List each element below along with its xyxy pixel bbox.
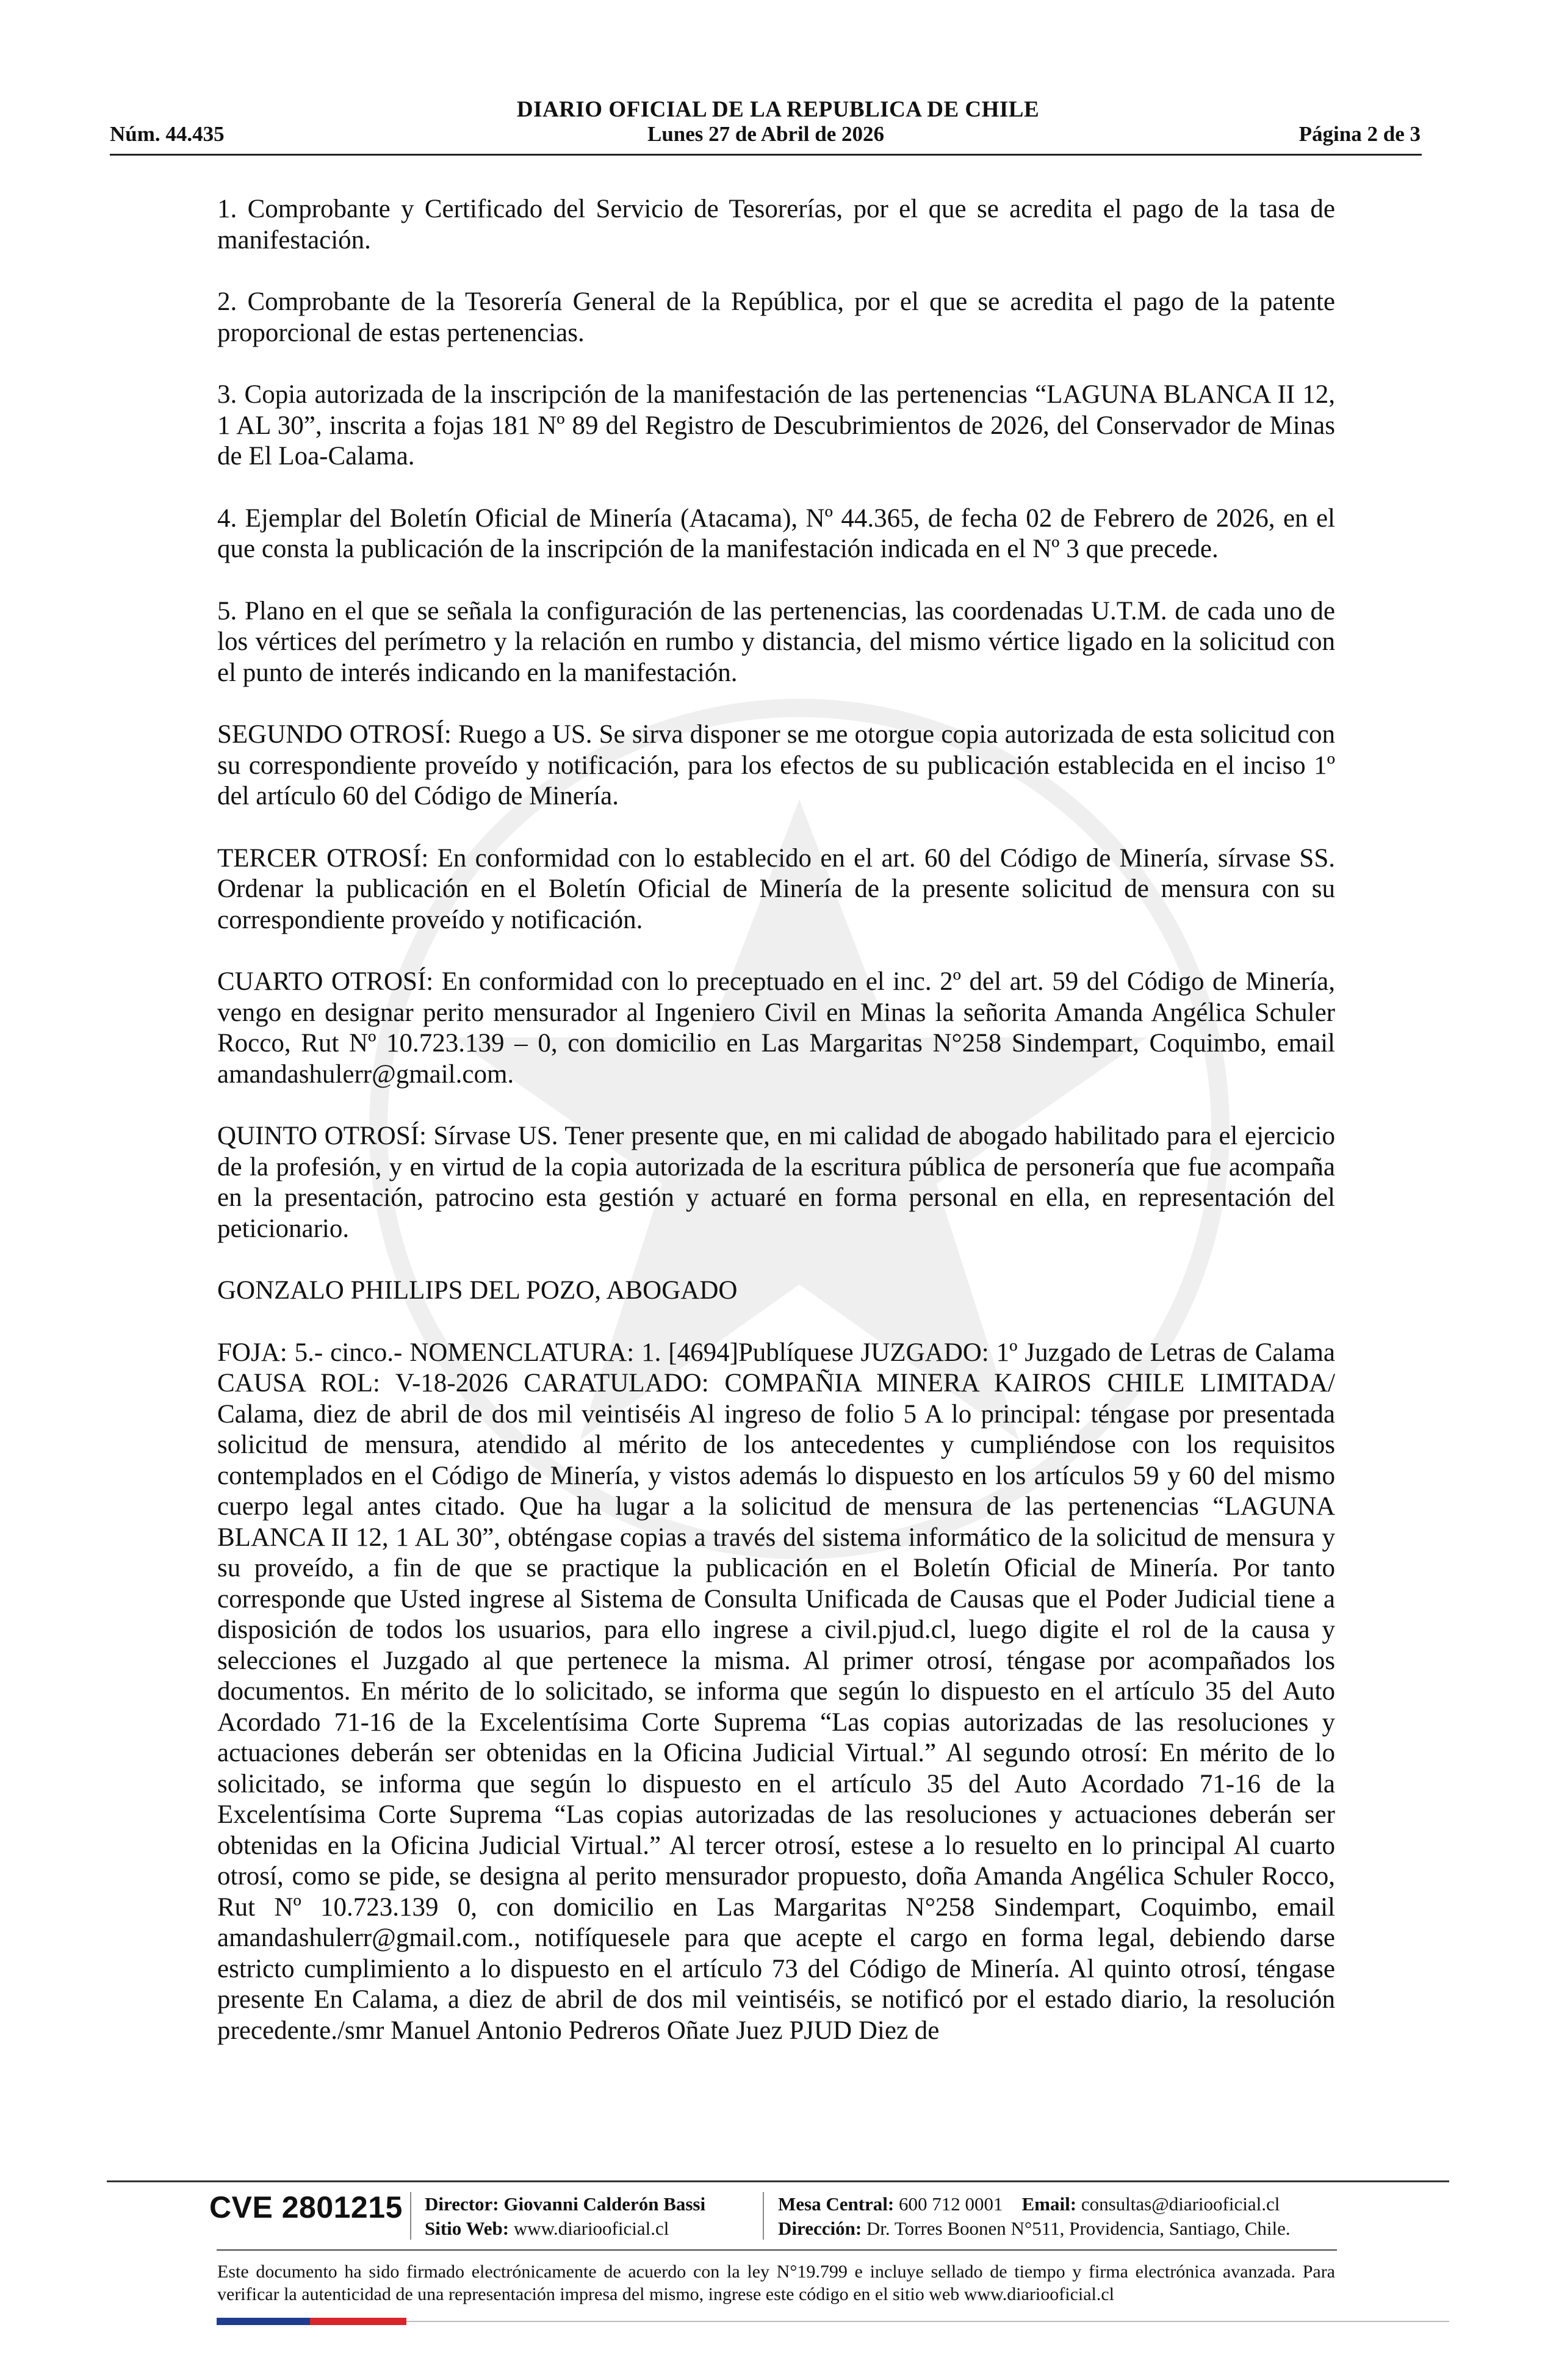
paragraph: 1. Comprobante y Certificado del Servicio de Tesorerías, por el que se acredita el pago de la tasa de manifestación.	[217, 195, 1335, 254]
address-label: Dirección:	[778, 2218, 862, 2239]
lawyer-signature: GONZALO PHILLIPS DEL POZO, ABOGADO	[217, 1276, 738, 1305]
paragraph: 2. Comprobante de la Tesorería General de la República, por el que se acredita el pago de la patente proporcional de estas pertenencias.	[217, 287, 1335, 347]
paragraph: QUINTO OTROSÍ: Sírvase US. Tener presente que, en mi calidad de abogado habilitado para el ejercicio de la profesión, y en virtud de la copia autorizada de la escritura pública de personería que fue acompaña en la presentación, patrocino esta gestión y actuaré en forma personal en ella, en representación del peticionario.	[217, 1122, 1335, 1243]
issue-date: Lunes 27 de Abril de 2026	[647, 122, 884, 146]
issue-number: Núm. 44.435	[110, 122, 225, 146]
page-indicator: Página 2 de 3	[1298, 122, 1421, 146]
footer-director-col	[425, 2192, 705, 2241]
paragraph: 4. Ejemplar del Boletín Oficial de Minería (Atacama), Nº 44.365, de fecha 02 de Febrero de 2026, en el que consta la publicación de la inscripción de la manifestación indicada en el Nº 3 que precede.	[217, 503, 1335, 563]
header-divider	[110, 154, 1422, 156]
newspaper-title: DIARIO OFICIAL DE LA REPUBLICA DE CHILE	[516, 97, 1040, 122]
document-body	[217, 194, 1335, 2046]
footer-top-divider	[107, 2180, 1449, 2182]
footer-legal-note: Este documento ha sido firmado electrónicamente de acuerdo con la ley N°19.799 e incluye sellado de tiempo y firma electrónica avanzada. Para verificar la autenticidad de una representación impresa del mismo, ingrese este código en el sitio web www.diariooficial.cl	[217, 2262, 1335, 2304]
footer-separator	[410, 2192, 411, 2240]
paragraph: 3. Copia autorizada de la inscripción de la manifestación de las pertenencias “LAGUNA BLANCA II 12, 1 AL 30”, inscrita a fojas 181 Nº 89 del Registro de Descubrimientos de 2026, del Conservador de Minas de El Loa-Calama.	[217, 380, 1335, 471]
paragraph: 5. Plano en el que se señala la configuración de las pertenencias, las coordenadas U.T.M. de cada uno de los vértices del perímetro y la relación en rumbo y distancia, del mismo vértice ligado en la solicitud con el punto de interés indicando en la manifestación.	[217, 596, 1335, 687]
flag-stripe-blue	[217, 2318, 310, 2325]
address-value: Dr. Torres Boonen N°511, Providencia, Santiago, Chile.	[866, 2218, 1291, 2239]
cve-code: CVE 2801215	[209, 2190, 403, 2224]
footer-contact-col	[778, 2192, 1291, 2241]
director-value: Giovanni Calderón Bassi	[503, 2193, 706, 2215]
website-link[interactable]: www.diariooficial.cl	[513, 2218, 669, 2239]
director-label: Director:	[425, 2193, 499, 2215]
footer-separator	[763, 2192, 764, 2240]
email-link[interactable]: consultas@diariooficial.cl	[1081, 2193, 1280, 2215]
paragraph: SEGUNDO OTROSÍ: Ruego a US. Se sirva disponer se me otorgue copia autorizada de esta solicitud con su correspondiente proveído y notificación, para los efectos de su publicación establecida en el inciso 1º del artículo 60 del Código de Minería.	[217, 720, 1335, 810]
website-label: Sitio Web:	[425, 2218, 510, 2239]
paragraph: TERCER OTROSÍ: En conformidad con lo establecido en el art. 60 del Código de Minería, sírvase SS. Ordenar la publicación en el Boletín Oficial de Minería de la presente solicitud de mensura con su correspondiente proveído y notificación.	[217, 843, 1335, 934]
flag-stripe-red	[310, 2318, 406, 2325]
email-label: Email:	[1021, 2193, 1077, 2215]
phone-label: Mesa Central:	[778, 2193, 895, 2215]
court-resolution: FOJA: 5.- cinco.- NOMENCLATURA: 1. [4694]Publíquese JUZGADO: 1º Juzgado de Letras de Calama CAUSA ROL: V-18-2026 CARATULADO: COMPAÑIA MINERA KAIROS CHILE LIMITADA/ Calama, diez de abril de dos mil veintiséis Al ingreso de folio 5 A lo principal: téngase por presentada solicitud de mensura, atendido al mérito de los antecedentes y cumpliéndose con los requisitos contemplados en el Código de Minería, y vistos además lo dispuesto en los artículos 59 y 60 del mismo cuerpo legal antes citado. Que ha lugar a la solicitud de mensura de las pertenencias “LAGUNA BLANCA II 12, 1 AL 30”, obténgase copias a través del sistema informático de la solicitud de mensura y su proveído, a fin de que se practique la publicación en el Boletín Oficial de Minería. Por tanto corresponde que Usted ingrese al Sistema de Consulta Unificada de Causas que el Poder Judicial tiene a disposición de todos los usuarios, para ello ingrese a civil.pjud.cl, luego digite el rol de la causa y selecciones el Juzgado al que pertenece la misma. Al primer otrosí, téngase por acompañados los documentos. En mérito de lo solicitado, se informa que según lo dispuesto en el artículo 35 del Auto Acordado 71-16 de la Excelentísima Corte Suprema “Las copias autorizadas de las resoluciones y actuaciones deberán ser obtenidas en la Oficina Judicial Virtual.” Al segundo otrosí: En mérito de lo solicitado, se informa que según lo dispuesto en el artículo 35 del Auto Acordado 71-16 de la Excelentísima Corte Suprema “Las copias autorizadas de las resoluciones y actuaciones deberán ser obtenidas en la Oficina Judicial Virtual.” Al tercer otrosí, estese a lo resuelto en lo principal Al cuarto otrosí, como se pide, se designa al perito mensurador propuesto, doña Amanda Angélica Schuler Rocco, Rut Nº 10.723.139 0, con domicilio en Las Margaritas N°258 Sindempart, Coquimbo, email amandashulerr@gmail.com., notifíquesele para que acepte el cargo en forma legal, debiendo darse estricto cumplimiento a lo dispuesto en el artículo 73 del Código de Minería. Al quinto otrosí, téngase presente En Calama, a diez de abril de dos mil veintiséis, se notificó por el estado diario, la resolución precedente./smr Manuel Antonio Pedreros Oñate Juez PJUD Diez de	[217, 1338, 1335, 2045]
paragraph: CUARTO OTROSÍ: En conformidad con lo preceptuado en el inc. 2º del art. 59 del Código de Minería, vengo en designar perito mensurador al Ingeniero Civil en Minas la señorita Amanda Angélica Schuler Rocco, Rut Nº 10.723.139 – 0, con domicilio en Las Margaritas N°258 Sindempart, Coquimbo, email amandashulerr@gmail.com.	[217, 967, 1335, 1089]
footer-bottom-divider	[406, 2321, 1449, 2322]
footer-mid-divider	[217, 2249, 1337, 2251]
phone-value: 600 712 0001	[899, 2193, 1003, 2215]
